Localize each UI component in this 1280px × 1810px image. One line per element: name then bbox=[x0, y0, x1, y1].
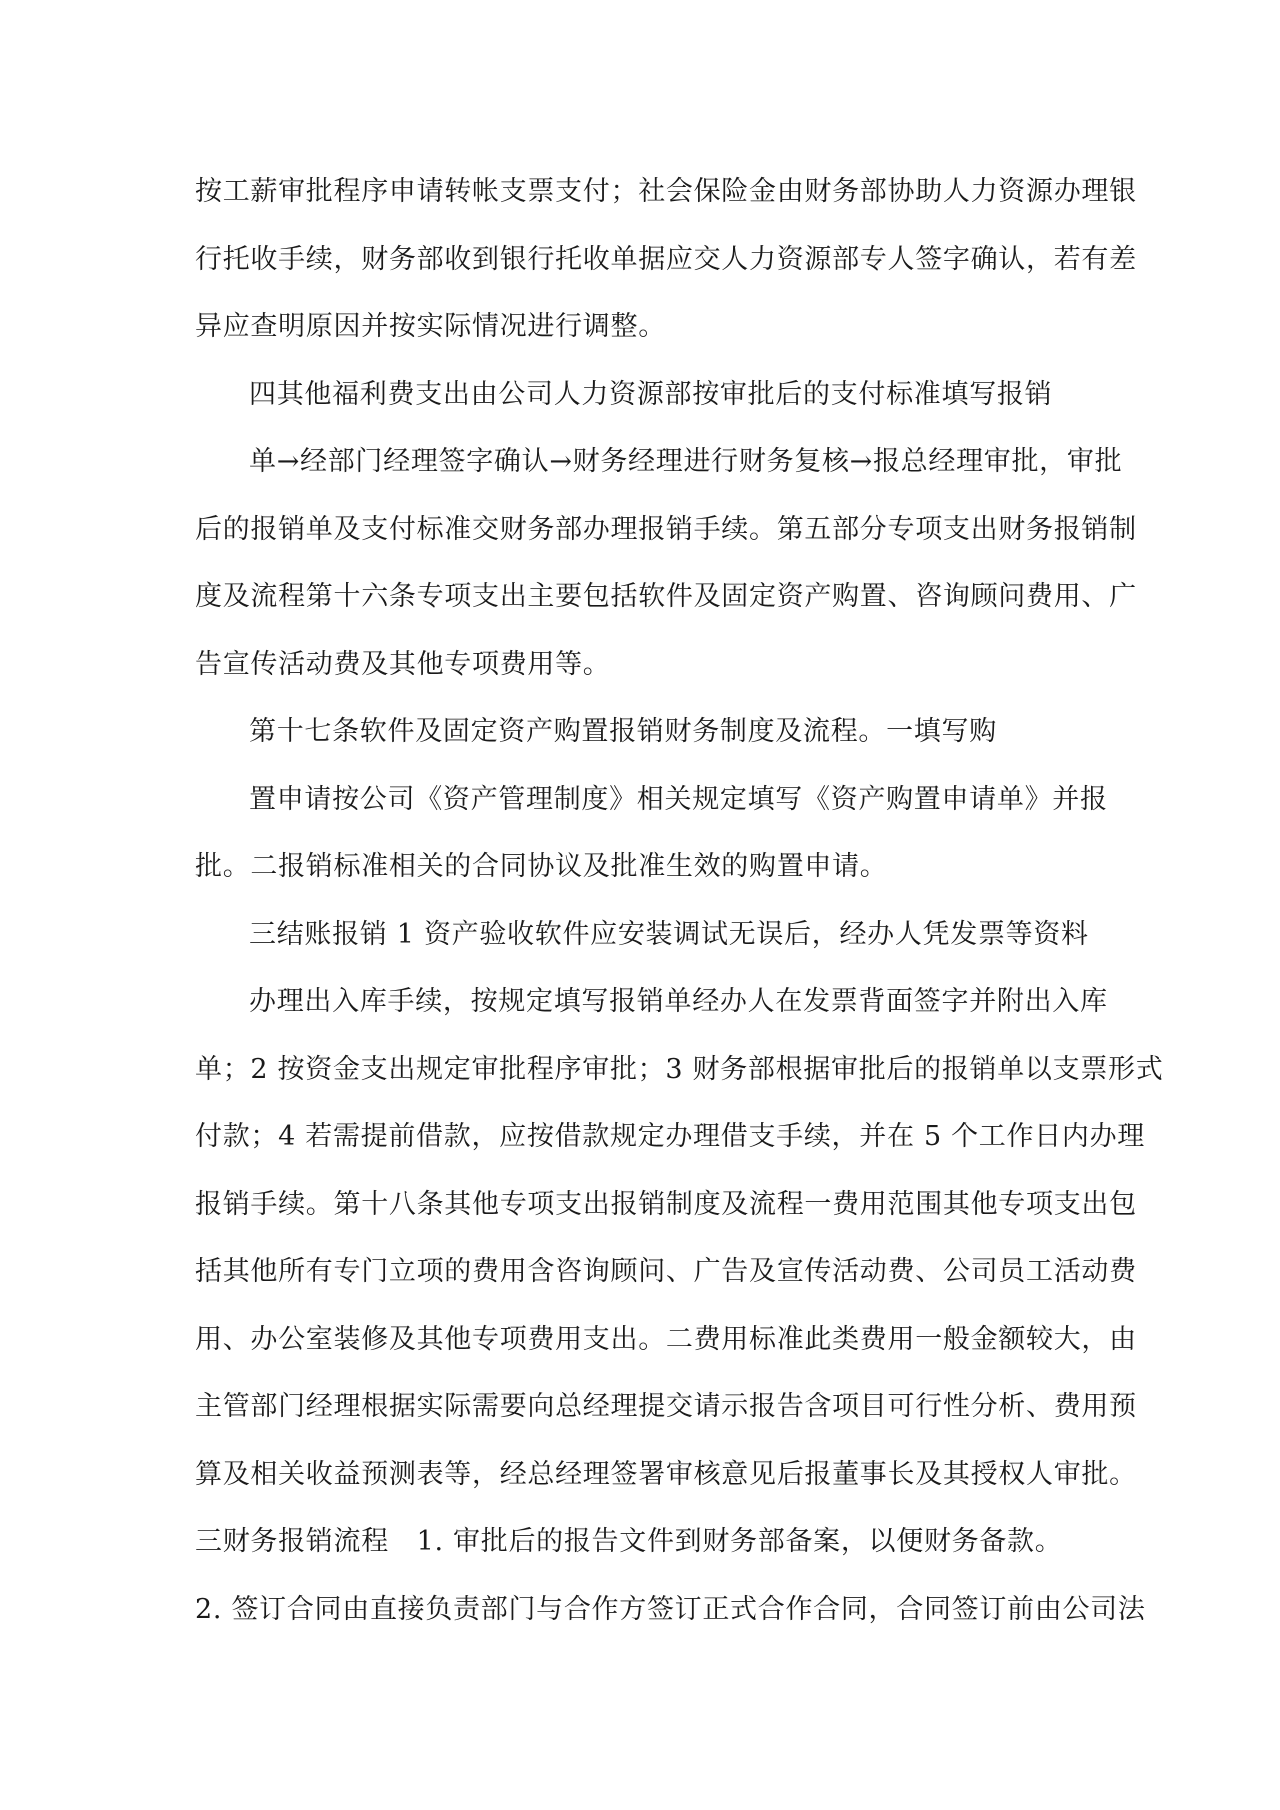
text-line: 置申请按公司《资产管理制度》相关规定填写《资产购置申请单》并报 bbox=[249, 783, 1108, 815]
text-line: 用、办公室装修及其他专项费用支出。二费用标准此类费用一般金额较大，由 bbox=[195, 1323, 1137, 1355]
text-line: 批。二报销标准相关的合同协议及批准生效的购置申请。 bbox=[195, 851, 888, 882]
text-line: 主管部门经理根据实际需要向总经理提交请示报告含项目可行性分析、费用预 bbox=[195, 1391, 1137, 1422]
text-line: 第十七条软件及固定资产购置报销财务制度及流程。一填写购 bbox=[249, 716, 997, 747]
text-line: 按工薪审批程序申请转帐支票支付；社会保险金由财务部协助人力资源办理银 bbox=[195, 176, 1137, 207]
text-line: 报销手续。第十八条其他专项支出报销制度及流程一费用范围其他专项支出包 bbox=[195, 1188, 1137, 1220]
text-line: 2. 签订合同由直接负责部门与合作方签订正式合作合同，合同签订前由公司法 bbox=[195, 1593, 1146, 1625]
text-line: 括其他所有专门立项的费用含咨询顾问、广告及宣传活动费、公司员工活动费 bbox=[195, 1256, 1137, 1287]
text-line: 度及流程第十六条专项支出主要包括软件及固定资产购置、咨询顾问费用、广 bbox=[195, 581, 1137, 612]
text-line: 行托收手续，财务部收到银行托收单据应交人力资源部专人签字确认，若有差 bbox=[195, 243, 1137, 275]
text-line: 三财务报销流程 1. 审批后的报告文件到财务部备案，以便财务备款。 bbox=[195, 1526, 1063, 1557]
text-line: 后的报销单及支付标准交财务部办理报销手续。第五部分专项支出财务报销制 bbox=[195, 513, 1137, 545]
text-line: 异应查明原因并按实际情况进行调整。 bbox=[195, 311, 666, 342]
text-line: 告宣传活动费及其他专项费用等。 bbox=[195, 648, 611, 680]
text-line: 单；2 按资金支出规定审批程序审批；3 财务部根据审批后的报销单以支票形式 bbox=[195, 1053, 1164, 1085]
document-body bbox=[195, 158, 1164, 1643]
text-line: 四其他福利费支出由公司人力资源部按审批后的支付标准填写报销 bbox=[249, 378, 1053, 410]
text-line: 付款；4 若需提前借款，应按借款规定办理借支手续，并在 5 个工作日内办理 bbox=[195, 1121, 1146, 1152]
text-line: 算及相关收益预测表等，经总经理签署审核意见后报董事长及其授权人审批。 bbox=[195, 1458, 1137, 1490]
text-line: 单→经部门经理签字确认→财务经理进行财务复核→报总经理审批，审批 bbox=[249, 446, 1123, 477]
text-line: 办理出入库手续，按规定填写报销单经办人在发票背面签字并附出入库 bbox=[249, 986, 1108, 1017]
text-line: 三结账报销 1 资产验收软件应安装调试无误后，经办人凭发票等资料 bbox=[249, 918, 1089, 950]
